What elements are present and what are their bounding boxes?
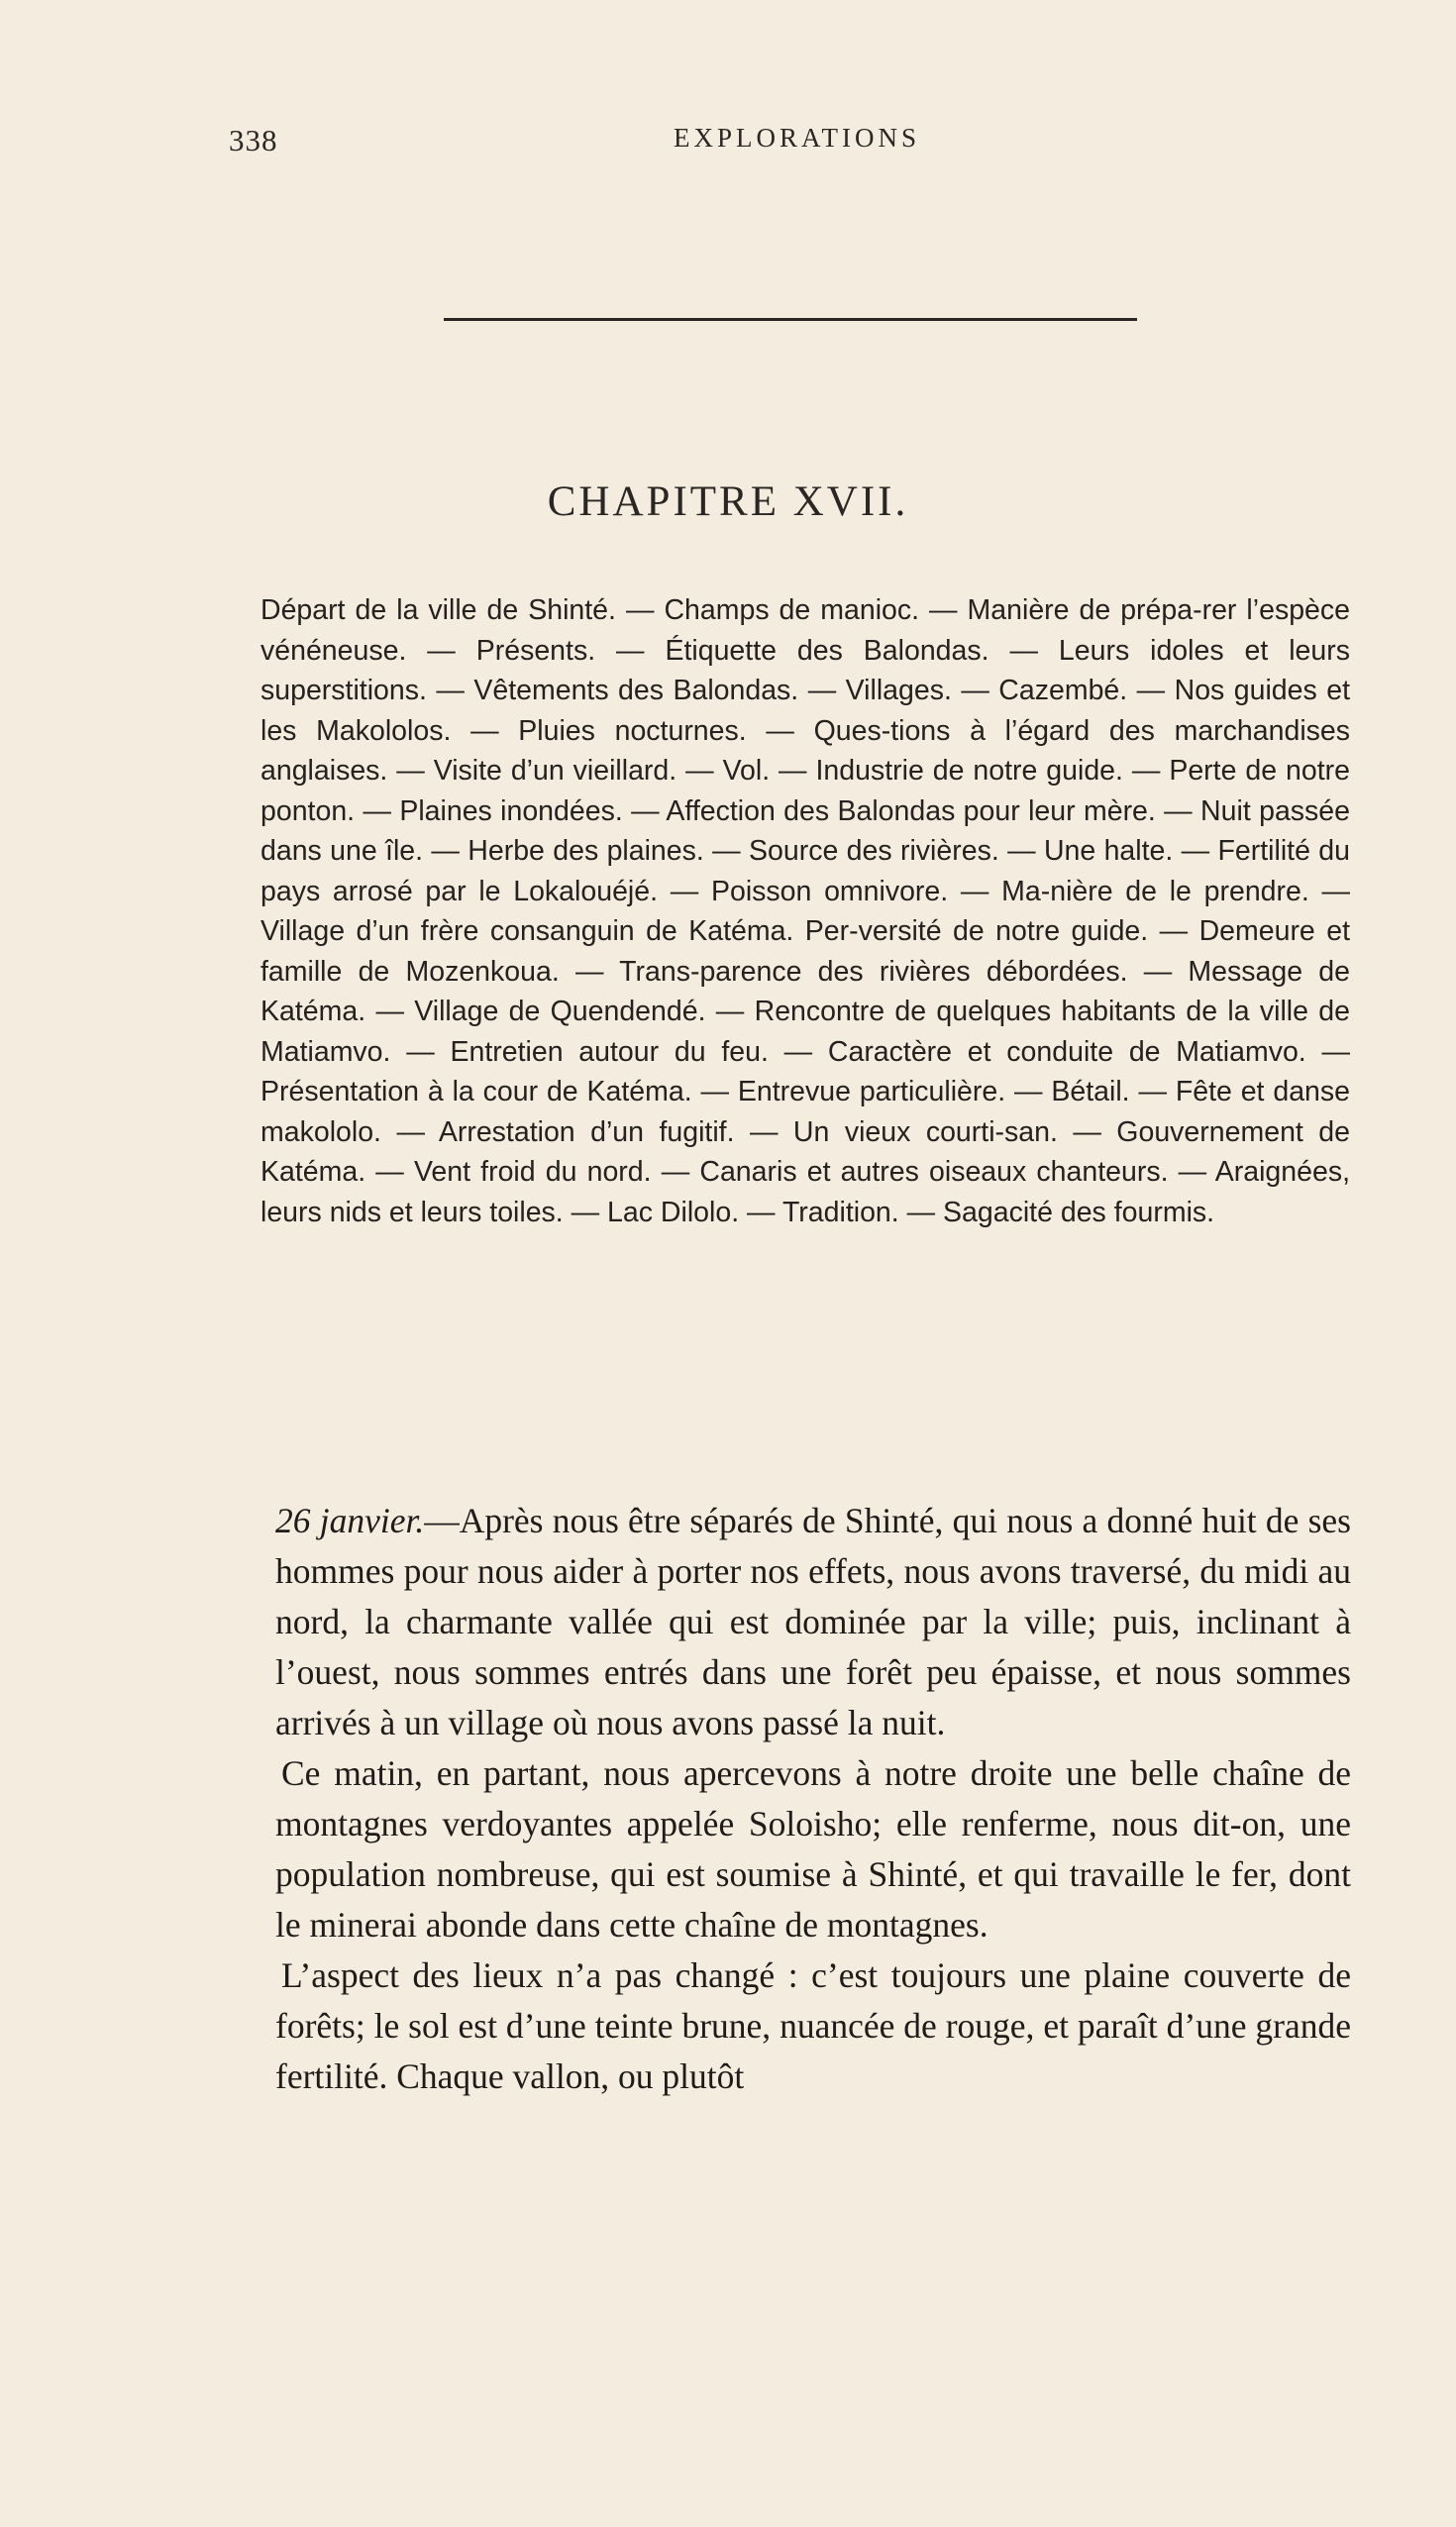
- chapter-summary: Départ de la ville de Shinté. — Champs de manioc. — Manière de prépa-rer l’espèce vénéneuse. — Présents. — Étiquette des Balondas. — Leurs idoles et leurs superstitions. — Vêtements des Balondas. — Villages. — Cazembé. — Nos guides et les Makololos. — Pluies nocturnes. — Ques-tions à l’égard des marchandises anglaises. — Visite d’un vieillard. — Vol. — Industrie de notre guide. — Perte de notre ponton. — Plaines inondées. — Affection des Balondas pour leur mère. — Nuit passée dans une île. — Herbe des plaines. — Source des rivières. — Une halte. — Fertilité du pays arrosé par le Lokalouéjé. — Poisson omnivore. — Ma-nière de le prendre. — Village d’un frère consanguin de Katéma. Per-versité de notre guide. — Demeure et famille de Mozenkoua. — Trans-parence des rivières débordées. — Message de Katéma. — Village de Quendendé. — Rencontre de quelques habitants de la ville de Matiamvo. — Entretien autour du feu. — Caractère et conduite de Matiamvo. — Présentation à la cour de Katéma. — Entrevue particulière. — Bétail. — Fête et danse makololo. — Arrestation d’un fugitif. — Un vieux courti-san. — Gouvernement de Katéma. — Vent froid du nord. — Canaris et autres oiseaux chanteurs. — Araignées, leurs nids et leurs toiles. — Lac Dilolo. — Tradition. — Sagacité des fourmis.: [260, 594, 1350, 1228]
- page-number: 338: [229, 123, 278, 158]
- chapter-divider-rule: [444, 318, 1137, 321]
- entry-date: 26 janvier.: [275, 1501, 425, 1540]
- paragraph-1-text: —Après nous être séparés de Shinté, qui nous a donné huit de ses hommes pour nous aider à porter nos effets, nous avons traversé, du midi au nord, la charmante vallée qui est dominée par la ville; puis, inclinant à l’ouest, nous sommes entrés dans une forêt peu épaisse, et nous sommes arrivés à un village où nous avons passé la nuit.: [275, 1501, 1351, 1742]
- paragraph-2: Ce matin, en partant, nous apercevons à notre droite une belle chaîne de montagnes verdoyantes appelée Soloisho; elle renferme, nous dit-on, une population nombreuse, qui est soumise à Shinté, et qui travaille le fer, dont le minerai abonde dans cette chaîne de montagnes.: [275, 1753, 1351, 1945]
- paragraph-1: [275, 1496, 1351, 1748]
- paragraph-3: L’aspect des lieux n’a pas changé : c’est toujours une plaine couverte de forêts; le sol est d’une teinte brune, nuancée de rouge, et paraît d’une grande fertilité. Chaque vallon, ou plutôt: [275, 1955, 1351, 2096]
- body-text: [275, 1496, 1351, 2102]
- chapter-title: CHAPITRE XVII.: [547, 478, 909, 525]
- running-head: EXPLORATIONS: [674, 123, 921, 153]
